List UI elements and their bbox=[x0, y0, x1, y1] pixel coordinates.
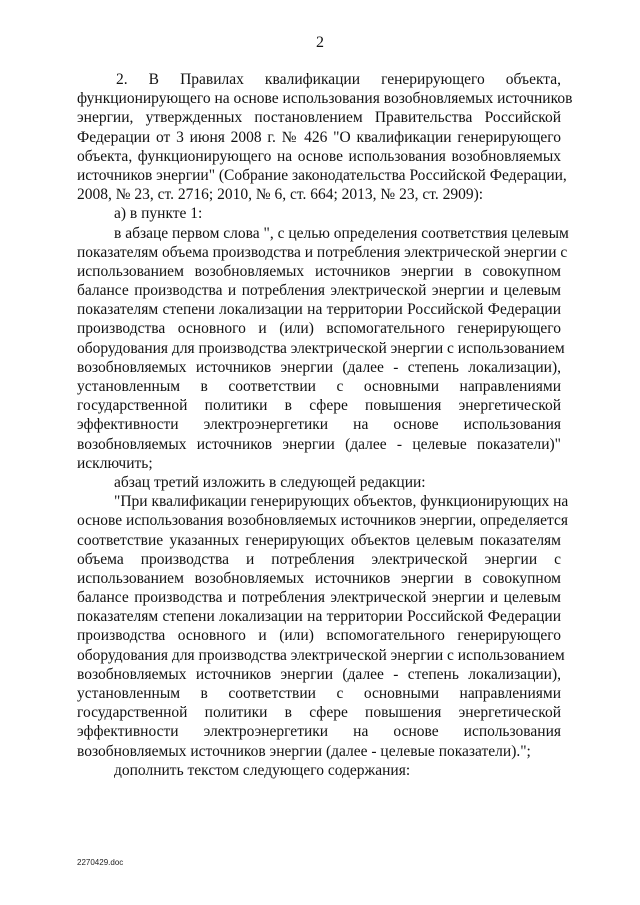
paragraph-p5 bbox=[77, 492, 569, 761]
paragraph-p4 bbox=[77, 473, 561, 492]
text-line: возобновляемых источников энергии (далее - целевые показатели)."; bbox=[77, 742, 531, 760]
paragraph-p1 bbox=[77, 70, 573, 204]
paragraph-p3 bbox=[77, 224, 569, 473]
text-line: использованием возобновляемых источников энергии в совокупном bbox=[77, 569, 561, 587]
text-line: балансе производства и потребления электрической энергии и целевым bbox=[77, 282, 561, 300]
text-line: установленным в соответствии с основными направлениями bbox=[77, 685, 561, 702]
text-line: производства основного и (или) вспомогательного генерирующего bbox=[77, 320, 561, 338]
text-line: оборудования для производства электрической энергии с использованием bbox=[77, 339, 565, 357]
text-line: исключить; bbox=[77, 454, 153, 472]
text-line: основе использования возобновляемых источников энергии, определяется bbox=[77, 512, 569, 530]
text-line: источников энергии" (Собрание законодательства Российской Федерации, bbox=[77, 166, 567, 184]
text-line: в абзаце первом слова ", с целью определения соответствия целевым bbox=[114, 224, 569, 242]
text-line: Федерации от 3 июня 2008 г. № 426 "О квалификации генерирующего bbox=[77, 128, 561, 146]
text-line: абзац третий изложить в следующей редакции: bbox=[114, 473, 426, 491]
text-line: а) в пункте 1: bbox=[114, 205, 203, 223]
text-line: производства основного и (или) вспомогательного генерирующего bbox=[77, 627, 561, 645]
text-line: энергии, утвержденных постановлением Правительства Российской bbox=[77, 109, 561, 127]
text-line: 2008, № 23, ст. 2716; 2010, № 6, ст. 664; 2013, № 23, ст. 2909): bbox=[77, 186, 484, 204]
text-line: соответствие указанных генерирующих объектов целевым показателям bbox=[77, 531, 561, 549]
text-line: оборудования для производства электрической энергии с использованием bbox=[77, 646, 565, 664]
text-line: эффективности электроэнергетики на основе использования bbox=[77, 416, 561, 434]
text-line: показателям степени локализации на территории Российской Федерации bbox=[77, 301, 561, 319]
page-number: 2 bbox=[316, 34, 324, 51]
text-line: государственной политики в сфере повышения энергетической bbox=[77, 397, 561, 415]
text-line: объема производства и потребления электрической энергии с bbox=[77, 550, 561, 568]
paragraph-p6 bbox=[77, 761, 561, 780]
text-line: возобновляемых источников энергии (далее - степень локализации), bbox=[77, 358, 561, 376]
text-line: возобновляемых источников энергии (далее - целевые показатели)" bbox=[77, 435, 561, 453]
text-line: балансе производства и потребления электрической энергии и целевым bbox=[77, 589, 561, 607]
text-line: установленным в соответствии с основными направлениями bbox=[77, 378, 561, 395]
document-filename: 2270429.doc bbox=[77, 858, 124, 867]
text-line: возобновляемых источников энергии (далее - степень локализации), bbox=[77, 665, 561, 683]
text-line: эффективности электроэнергетики на основе использования bbox=[77, 723, 561, 741]
text-line: показателям степени локализации на территории Российской Федерации bbox=[77, 608, 561, 626]
text-line: государственной политики в сфере повышения энергетической bbox=[77, 704, 561, 722]
text-line: показателям объема производства и потребления электрической энергии с bbox=[77, 243, 568, 261]
text-line: использованием возобновляемых источников энергии в совокупном bbox=[77, 262, 561, 280]
paragraph-p2 bbox=[77, 204, 561, 223]
text-line: объекта, функционирующего на основе использования возобновляемых bbox=[77, 147, 561, 165]
document-body bbox=[77, 70, 573, 780]
text-line: 2. В Правилах квалификации генерирующего объекта, bbox=[116, 71, 561, 88]
text-line: дополнить текстом следующего содержания: bbox=[114, 761, 411, 779]
text-line: функционирующего на основе использования возобновляемых источников bbox=[77, 90, 573, 108]
text-line: "При квалификации генерирующих объектов, функционирующих на bbox=[114, 493, 569, 511]
